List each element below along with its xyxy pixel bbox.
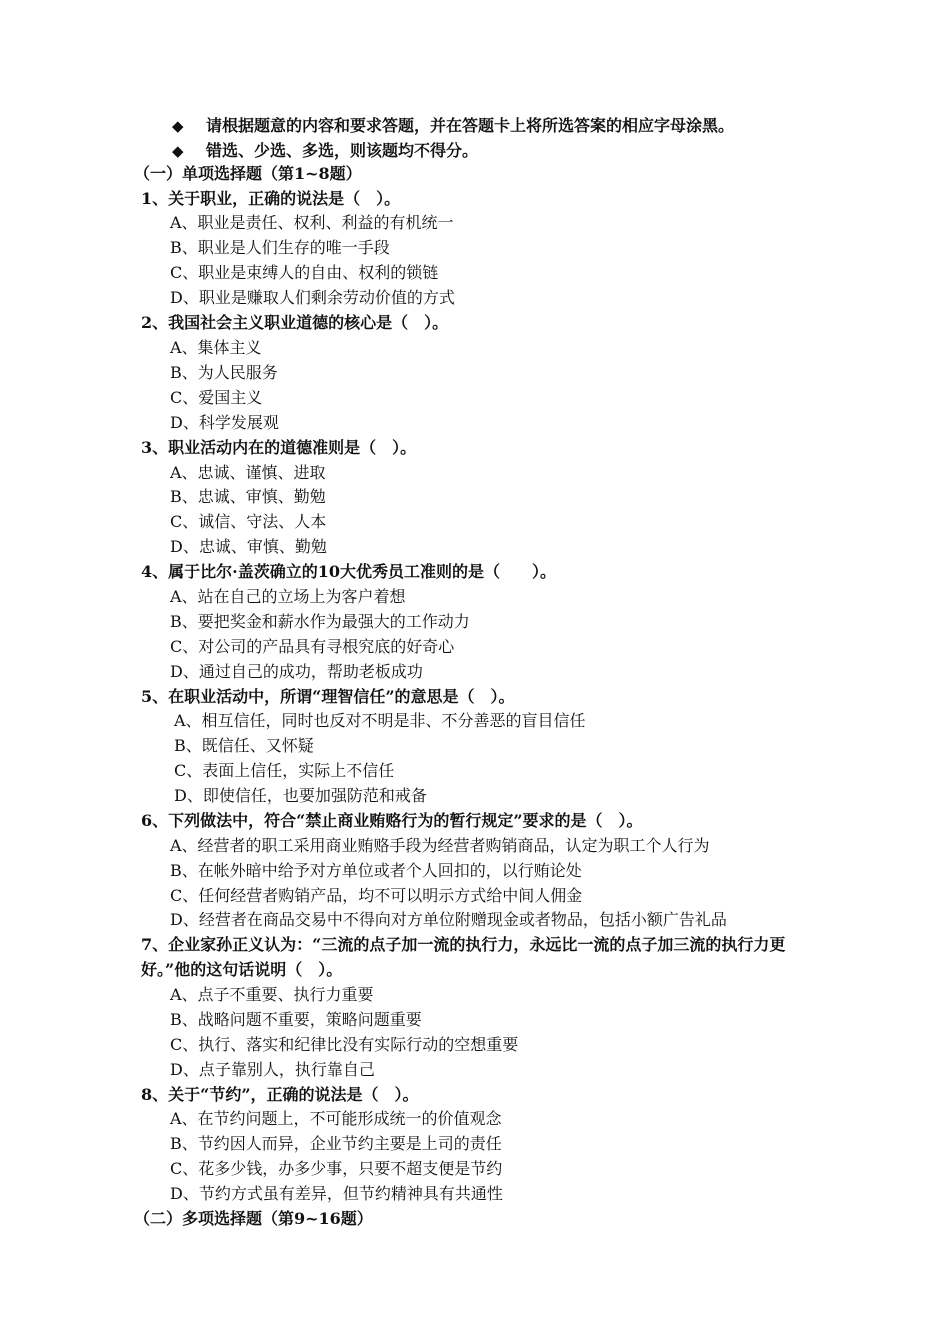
option-d: D、节约方式虽有差异，但节约精神具有共通性 [170, 1184, 503, 1203]
option-a: A、站在自己的立场上为客户着想 [170, 587, 406, 606]
option-d: D、通过自己的成功，帮助老板成功 [170, 662, 423, 681]
option-a: A、点子不重要、执行力重要 [170, 985, 374, 1004]
option-b: B、忠诚、审慎、勤勉 [170, 487, 326, 506]
option-a: A、相互信任，同时也反对不明是非、不分善恶的盲目信任 [174, 711, 586, 730]
option-a: A、职业是责任、权利、利益的有机统一 [170, 213, 454, 232]
instruction-line-2 [172, 141, 478, 161]
question-stem: 4、属于比尔·盖茨确立的10大优秀员工准则的是（ ）。 [141, 562, 556, 581]
question-stem: 5、在职业活动中，所谓“理智信任”的意思是（ ）。 [141, 687, 515, 706]
option-a: A、集体主义 [170, 338, 262, 357]
option-c: C、花多少钱，办多少事，只要不超支便是节约 [170, 1159, 503, 1178]
option-a: A、经营者的职工采用商业贿赂手段为经营者购销商品，认定为职工个人行为 [170, 836, 710, 855]
question-stem-line-1: 7、企业家孙正义认为：“三流的点子加一流的执行力，永远比一流的点子加三流的执行力更 [141, 935, 786, 954]
option-c: C、诚信、守法、人本 [170, 512, 327, 531]
option-b: B、为人民服务 [170, 363, 278, 382]
option-b: B、战略问题不重要，策略问题重要 [170, 1010, 422, 1029]
option-a: A、在节约问题上，不可能形成统一的价值观念 [170, 1109, 502, 1128]
question-stem: 6、下列做法中，符合“禁止商业贿赂行为的暂行规定”要求的是（ ）。 [141, 811, 643, 830]
option-c: C、任何经营者购销产品，均不可以明示方式给中间人佣金 [170, 886, 583, 905]
option-b: B、要把奖金和薪水作为最强大的工作动力 [170, 612, 470, 631]
option-c: C、对公司的产品具有寻根究底的好奇心 [170, 637, 455, 656]
question-stem-line-2: 好。”他的这句话说明（ ）。 [141, 960, 343, 979]
option-c: C、执行、落实和纪律比没有实际行动的空想重要 [170, 1035, 519, 1054]
instruction-text: 请根据题意的内容和要求答题，并在答题卡上将所选答案的相应字母涂黑。 [206, 116, 735, 135]
diamond-bullet-icon: ◆ [172, 117, 184, 135]
option-c: C、表面上信任，实际上不信任 [174, 761, 395, 780]
question-stem: 1、关于职业，正确的说法是（ ）。 [141, 189, 401, 208]
question-stem: 3、职业活动内在的道德准则是（ ）。 [141, 438, 417, 457]
instruction-text: 错选、少选、多选，则该题均不得分。 [206, 141, 479, 160]
instruction-line-1 [172, 116, 734, 136]
option-c: C、爱国主义 [170, 388, 263, 407]
question-stem: 8、关于“节约”，正确的说法是（ ）。 [141, 1085, 419, 1104]
section-title-single-choice: （一）单项选择题（第1~8题） [134, 164, 362, 183]
section-title-multiple-choice: （二）多项选择题（第9~16题） [134, 1209, 373, 1228]
option-d: D、职业是赚取人们剩余劳动价值的方式 [170, 288, 455, 307]
option-d: D、科学发展观 [170, 413, 279, 432]
option-b: B、节约因人而异，企业节约主要是上司的责任 [170, 1134, 502, 1153]
option-d: D、忠诚、审慎、勤勉 [170, 537, 327, 556]
option-b: B、在帐外暗中给予对方单位或者个人回扣的，以行贿论处 [170, 861, 582, 880]
option-b: B、职业是人们生存的唯一手段 [170, 238, 390, 257]
option-a: A、忠诚、谨慎、进取 [170, 463, 326, 482]
option-d: D、点子靠别人，执行靠自己 [170, 1060, 375, 1079]
option-d: D、经营者在商品交易中不得向对方单位附赠现金或者物品，包括小额广告礼品 [170, 910, 727, 929]
option-d: D、即使信任，也要加强防范和戒备 [174, 786, 427, 805]
option-b: B、既信任、又怀疑 [174, 736, 314, 755]
question-stem: 2、我国社会主义职业道德的核心是（ ）。 [141, 313, 449, 332]
diamond-bullet-icon: ◆ [172, 142, 184, 160]
option-c: C、职业是束缚人的自由、权利的锁链 [170, 263, 439, 282]
